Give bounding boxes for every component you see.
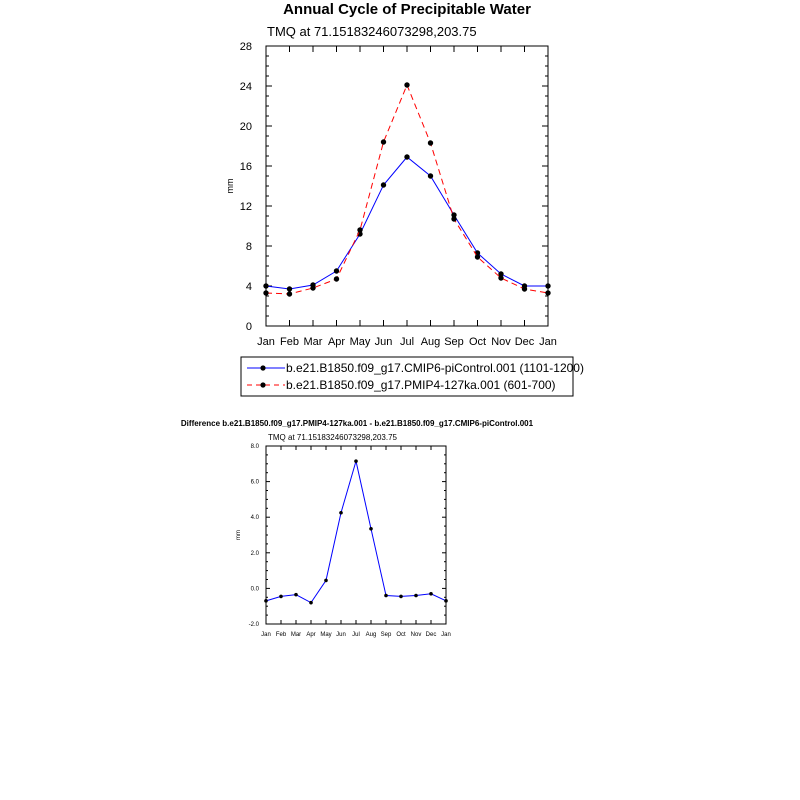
y-tick-label: 28	[239, 41, 252, 53]
y-axis-label: mm	[225, 178, 235, 194]
data-point	[429, 592, 433, 596]
y-tick-label: 8.0	[250, 444, 259, 450]
data-point	[357, 227, 362, 232]
legend	[241, 357, 584, 396]
x-tick-label: Dec	[425, 632, 437, 638]
difference-subtitle: TMQ at 71.15183246073298,203.75	[268, 433, 397, 442]
data-point	[381, 139, 386, 144]
data-point	[263, 283, 268, 288]
data-point	[287, 286, 292, 291]
chart-difference	[249, 444, 451, 638]
x-tick-label: Jun	[374, 336, 393, 348]
data-point	[404, 154, 409, 159]
y-tick-label: 0	[245, 321, 252, 333]
x-tick-label: Nov	[491, 336, 511, 348]
x-tick-label: Sep	[380, 632, 392, 638]
x-tick-label: Nov	[410, 632, 422, 638]
y-tick-label: 6.0	[250, 479, 259, 486]
data-point	[404, 82, 409, 87]
legend-label-1: b.e21.B1850.f09_g17.CMIP6-piControl.001 (1101-1200)	[286, 361, 584, 375]
x-tick-label: Jul	[399, 336, 415, 348]
difference-y-axis-label: mm	[236, 530, 242, 540]
legend-marker-1	[260, 365, 265, 370]
x-tick-label: Dec	[514, 336, 535, 348]
x-tick-label: Jan	[539, 336, 557, 348]
x-tick-label: Sep	[444, 336, 464, 348]
legend-label-2: b.e21.B1850.f09_g17.PMIP4-127ka.001 (601-700)	[286, 378, 556, 392]
data-point	[384, 594, 388, 598]
data-point	[475, 254, 480, 259]
y-tick-label: 0.0	[250, 586, 259, 593]
x-tick-label: Oct	[396, 632, 406, 638]
data-point	[522, 286, 527, 291]
data-point	[545, 290, 550, 295]
series-line-2	[266, 85, 548, 294]
data-point	[545, 283, 550, 288]
y-tick-label: -2.0	[248, 622, 259, 628]
series-line-1	[266, 461, 446, 603]
x-tick-label: Jun	[336, 632, 346, 638]
x-tick-label: Jul	[352, 632, 360, 638]
chart-annual-cycle	[240, 41, 557, 348]
x-tick-label: May	[349, 336, 371, 348]
data-point	[310, 285, 315, 290]
plot-frame	[266, 46, 548, 326]
data-point	[324, 579, 328, 583]
y-tick-label: 16	[239, 161, 252, 173]
data-point	[444, 599, 448, 603]
x-tick-label: Mar	[303, 336, 323, 348]
series-line-1	[266, 157, 548, 289]
data-point	[334, 268, 339, 273]
data-point	[309, 601, 313, 605]
data-point	[428, 173, 433, 178]
x-tick-label: Aug	[365, 632, 377, 638]
x-tick-label: Feb	[275, 632, 287, 638]
y-tick-label: 24	[239, 81, 252, 93]
data-point	[399, 595, 403, 599]
data-point	[339, 511, 343, 515]
x-tick-label: Mar	[290, 632, 302, 638]
data-point	[428, 140, 433, 145]
x-tick-label: Feb	[280, 336, 299, 348]
x-tick-label: May	[320, 632, 332, 638]
x-tick-label: Apr	[327, 336, 346, 348]
data-point	[263, 290, 268, 295]
y-tick-label: 12	[239, 201, 252, 213]
y-tick-label: 8	[245, 241, 252, 253]
x-tick-label: Aug	[420, 336, 441, 348]
y-tick-label: 4.0	[250, 515, 259, 522]
data-point	[369, 527, 373, 531]
x-tick-label: Jan	[261, 632, 271, 638]
x-tick-label: Jan	[441, 632, 451, 638]
data-point	[334, 276, 339, 281]
data-point	[287, 291, 292, 296]
legend-marker-2	[260, 382, 265, 387]
x-tick-label: Oct	[468, 336, 487, 348]
difference-title: Difference b.e21.B1850.f09_g17.PMIP4-127ka.001 - b.e21.B1850.f09_g17.CMIP6-piControl.001	[180, 419, 534, 428]
y-tick-label: 2.0	[250, 550, 259, 557]
data-point	[414, 594, 418, 598]
y-tick-label: 20	[239, 121, 252, 133]
data-point	[451, 216, 456, 221]
data-point	[381, 182, 386, 187]
data-point	[498, 275, 503, 280]
data-point	[294, 593, 298, 597]
data-point	[354, 459, 358, 463]
y-tick-label: 4	[245, 281, 252, 293]
x-tick-label: Jan	[257, 336, 275, 348]
plot-frame	[266, 446, 446, 624]
chart-title: Annual Cycle of Precipitable Water	[283, 1, 531, 18]
x-tick-label: Apr	[306, 632, 316, 638]
data-point	[264, 599, 268, 603]
chart-subtitle: TMQ at 71.15183246073298,203.75	[267, 24, 477, 39]
data-point	[279, 595, 283, 599]
